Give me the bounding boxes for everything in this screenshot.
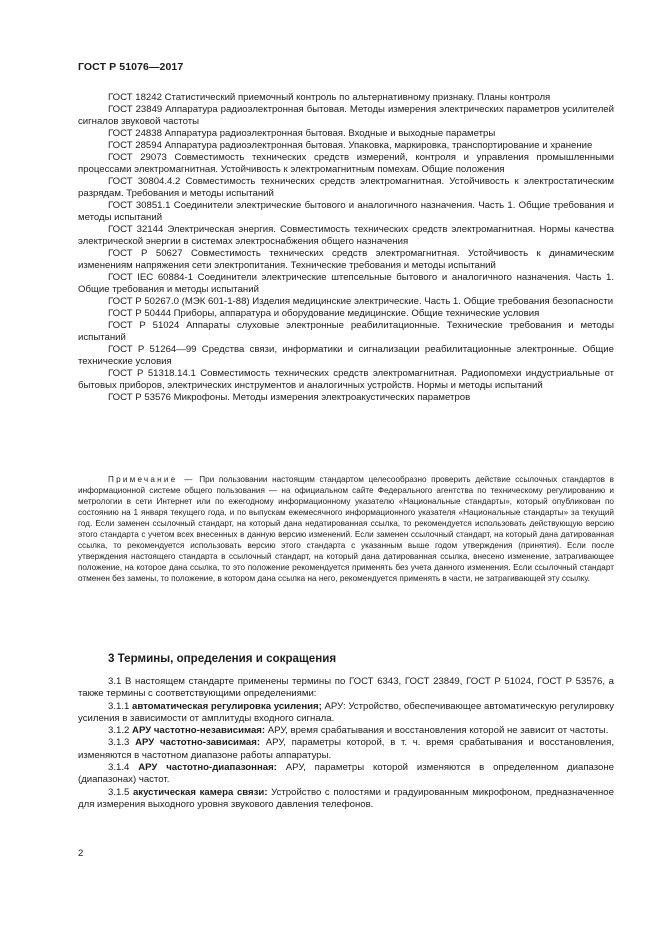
term-number: 3.1.5 [108, 786, 130, 798]
terms-intro: 3.1 В настоящем стандарте применены термины по ГОСТ 6343, ГОСТ 23849, ГОСТ Р 51024, ГОСТ Р 53576, а также термины с соответствующими определениями: [78, 676, 614, 700]
reference-item: ГОСТ 30804.4.2 Совместимость технических средств электромагнитная. Устойчивость к электростатическим разрядам. Требования и методы испытаний [78, 176, 614, 199]
term-entry [78, 725, 614, 737]
reference-item: ГОСТ Р 53576 Микрофоны. Методы измерения электроакустических параметров [108, 392, 471, 403]
term-name: АРУ частотно-диапазонная: [138, 762, 277, 774]
document-header: ГОСТ Р 51076—2017 [78, 61, 184, 73]
term-definition: АРУ: Устройство, обеспечивающее автоматическую регулировку усиления в зависимости от амплитуды входного сигнала. [78, 700, 614, 724]
term-definition: АРУ, время срабатывания и восстановления которой не зависит от частоты. [265, 725, 609, 737]
term-name: автоматическая регулировка усиления; [132, 700, 322, 712]
reference-item: ГОСТ 24838 Аппаратура радиоэлектронная бытовая. Входные и выходные параметры [108, 128, 496, 139]
reference-item: ГОСТ Р 50444 Приборы, аппаратура и оборудование медицинские. Общие технические условия [108, 308, 540, 319]
term-number: 3.1.1 [108, 700, 130, 712]
term-number: 3.1.4 [108, 762, 130, 774]
reference-item: ГОСТ Р 50267.0 (МЭК 601-1-88) Изделия медицинские электрические. Часть 1. Общие требования безопасности [108, 296, 614, 307]
term-definition: АРУ, параметры которой, в т. ч. время срабатывания и восстановления, изменяются в частотном диапазоне работы аппаратуры. [78, 737, 615, 761]
term-definition: Устройство с полостями и градуированным микрофоном, предназначенное для измерения выходного уровня звукового давления телефонов. [78, 786, 614, 810]
reference-item: ГОСТ Р 50627 Совместимость технических средств электромагнитная. Устойчивость к динамическим изменениям напряжения сети электропитания. Технические требования и методы испытаний [78, 248, 614, 271]
normative-references-list [78, 92, 614, 404]
term-name: акустическая камера связи: [132, 786, 268, 798]
terms-section [78, 676, 614, 811]
section-title: 3 Термины, определения и сокращения [108, 652, 337, 665]
reference-item: ГОСТ 18242 Статистический приемочный контроль по альтернативному признаку. Планы контроля [108, 92, 551, 103]
term-entry [78, 787, 614, 812]
reference-item: ГОСТ Р 51024 Аппараты слуховые электронные реабилитационные. Технические требования и методы испытаний [78, 320, 614, 343]
term-number: 3.1.3 [108, 737, 130, 749]
reference-item: ГОСТ 30851.1 Соединители электрические бытового и аналогичного назначения. Часть 1. Общие требования и методы испытаний [78, 200, 614, 223]
reference-item: ГОСТ IEC 60884-1 Соединители электрические штепсельные бытового и аналогичного назначения. Часть 1. Общие требования и методы испытаний [78, 272, 614, 295]
term-definition: АРУ, параметры которой изменяются в определенном диапазоне (диапазонах) частот. [78, 762, 615, 786]
reference-item: ГОСТ 23849 Аппаратура радиоэлектронная бытовая. Методы измерения электрических параметров усилителей сигналов звуковой частоты [78, 104, 614, 127]
references-note [78, 474, 614, 584]
term-entry [78, 701, 614, 726]
term-name: АРУ частотно-независимая: [132, 725, 266, 737]
term-name: АРУ частотно-зависимая: [135, 737, 261, 749]
term-number: 3.1.2 [108, 725, 130, 737]
page-number: 2 [78, 848, 84, 859]
reference-item: ГОСТ 28594 Аппаратура радиоэлектронная бытовая. Упаковка, маркировка, транспортирование и хранение [108, 140, 593, 151]
reference-item: ГОСТ 29073 Совместимость технических средств измерений, контроля и управления промышленными процессами электромагнитная. Устойчивость к электромагнитным помехам. Общие положения [78, 152, 614, 175]
note-label: Примечание — [108, 475, 195, 484]
reference-item: ГОСТ 32144 Электрическая энергия. Совместимость технических средств электромагнитная. Нормы качества электрической энергии в системах электроснабжения общего назначения [78, 224, 614, 247]
note-text: При пользовании настоящим стандартом целесообразно проверить действие ссылочных стандартов в информационной системе общего пользования — на официальном сайте Федерального агентства по техническому регулированию и метрологии в сети Интернет или по ежегодному информационному указателю «Национальные стандарты», который опубликован по состоянию на 1 января текущего года, и по выпускам ежемесячного информационного указателя «Национальные стандарты» за текущий год. Если заменен ссылочный стандарт, на который дана недатированная ссылка, то рекомендуется использовать действующую версию этого стандарта с учетом всех внесенных в данную версию изменений. Если заменен ссылочный стандарт, на который дана датированная ссылка, то рекомендуется использовать версию этого стандарта с указанным выше годом утверждения (принятия). Если после утверждения настоящего стандарта в ссылочный стандарт, на который дана датированная ссылка, внесено изменение, затрагивающее положение, на которое дана ссылка, то это положение рекомендуется применять без учета данного изменения. Если ссылочный стандарт отменен без замены, то положение, в котором дана ссылка на него, рекомендуется применять в части, не затрагивающей эту ссылку. [78, 475, 614, 584]
reference-item: ГОСТ Р 51318.14.1 Совместимость технических средств электромагнитная. Радиопомехи индустриальные от бытовых приборов, электрических инструментов и аналогичных устройств. Нормы и методы испытаний [78, 368, 614, 391]
term-entry [78, 762, 614, 787]
term-entry [78, 737, 614, 762]
reference-item: ГОСТ Р 51264—99 Средства связи, информатики и сигнализации реабилитационные электронные. Общие технические условия [78, 344, 614, 367]
